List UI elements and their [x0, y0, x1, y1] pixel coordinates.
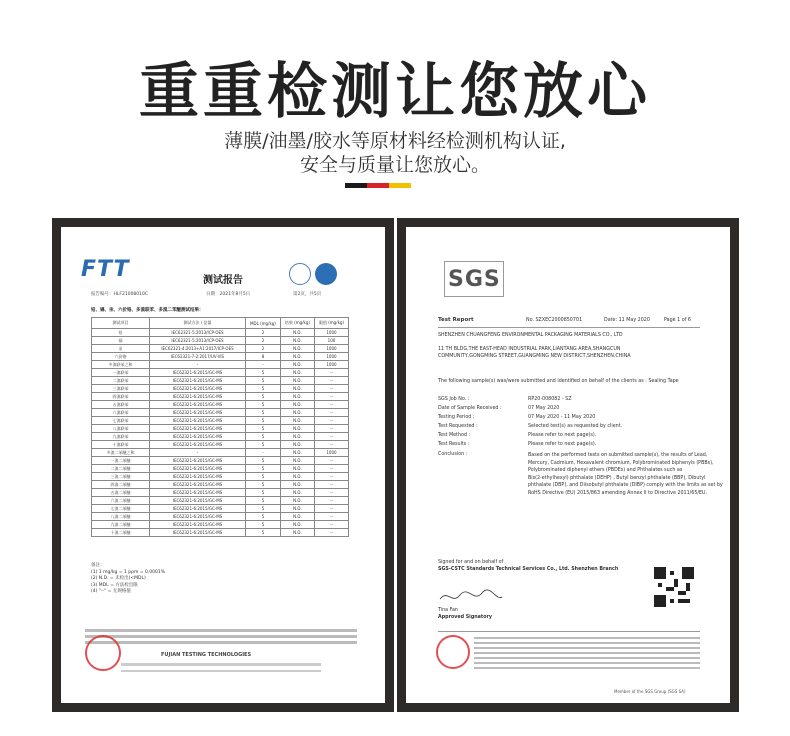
table-cell: N.D. — [280, 417, 314, 425]
table-cell: IEC62321-6:2015/GC-MS — [150, 505, 246, 513]
table-cell: N.D. — [280, 345, 314, 353]
ftt-table-body — [92, 329, 349, 537]
table-cell: N.D. — [280, 457, 314, 465]
table-cell: IEC62321-4:2013+A1:2017/ICP-OES — [150, 345, 246, 353]
table-cell: N.D. — [280, 409, 314, 417]
table-cell: 5 — [246, 393, 281, 401]
table-cell: N.D. — [280, 433, 314, 441]
certificate-frame-ftt — [52, 218, 394, 712]
sgs-conclusion-label: Conclusion : — [438, 452, 468, 457]
table-cell: 铅 — [92, 329, 150, 337]
qr-code-icon — [654, 567, 694, 607]
sgs-intro: The following sample(s) was/were submitted and identified on behalf of the clients as : Sealing Tape — [438, 379, 679, 384]
table-cell: N.D. — [280, 521, 314, 529]
sgs-report-no: No. SZXEC2000850701 — [526, 318, 583, 323]
table-cell: 1000 — [314, 353, 348, 361]
table-cell: N.D. — [280, 401, 314, 409]
table-cell: 1000 — [314, 449, 348, 457]
table-cell: -- — [314, 513, 348, 521]
table-cell: 5 — [246, 481, 281, 489]
table-row — [92, 353, 349, 361]
table-row — [92, 401, 349, 409]
flag-stripe-red — [367, 183, 389, 188]
sgs-signatory-title: Approved Signatory — [438, 615, 492, 620]
table-cell: 5 — [246, 441, 281, 449]
table-row — [92, 385, 349, 393]
table-row — [92, 497, 349, 505]
field-value: 07 May 2020 - 11 May 2020 — [528, 415, 596, 420]
table-cell: -- — [314, 401, 348, 409]
table-cell: IEC62321-6:2015/GC-MS — [150, 521, 246, 529]
certificate-frame-sgs — [397, 218, 739, 712]
table-cell: 5 — [246, 401, 281, 409]
table-header: 测试项目 — [92, 318, 150, 329]
table-cell: N.D. — [280, 353, 314, 361]
table-cell: 8 — [246, 353, 281, 361]
table-cell: N.D. — [280, 369, 314, 377]
table-cell: -- — [314, 465, 348, 473]
table-row — [92, 465, 349, 473]
table-cell: 四溴二苯醚 — [92, 481, 150, 489]
table-row — [92, 377, 349, 385]
table-cell: IEC62321-6:2015/GC-MS — [150, 529, 246, 537]
table-cell: N.D. — [280, 513, 314, 521]
table-cell: 多溴联苯之和 — [92, 361, 150, 369]
table-cell: 镉 — [92, 337, 150, 345]
table-cell: -- — [314, 473, 348, 481]
field-value: RP20-008082 - SZ — [528, 397, 572, 402]
table-cell: 5 — [246, 409, 281, 417]
table-cell: 5 — [246, 377, 281, 385]
ftt-logo: FTT — [81, 257, 130, 282]
table-cell: 三溴联苯 — [92, 385, 150, 393]
table-cell: 5 — [246, 473, 281, 481]
table-row — [92, 409, 349, 417]
table-row — [92, 417, 349, 425]
table-cell: IEC62321-6:2015/GC-MS — [150, 401, 246, 409]
table-cell: 1000 — [314, 329, 348, 337]
note-line: (1) 1 mg/kg = 1 ppm = 0.0001% — [91, 569, 165, 575]
table-cell: 十溴联苯 — [92, 441, 150, 449]
note-line: (2) N.D. = 未检出(<MDL) — [91, 576, 146, 581]
table-cell: N.D. — [280, 393, 314, 401]
table-row — [92, 457, 349, 465]
table-cell: - — [246, 449, 281, 457]
sgs-heading: Test Report — [438, 317, 474, 323]
table-cell: IEC62321-6:2015/GC-MS — [150, 425, 246, 433]
divider — [438, 327, 700, 328]
table-cell: -- — [314, 417, 348, 425]
table-cell: 1000 — [314, 345, 348, 353]
table-cell: 五溴联苯 — [92, 401, 150, 409]
sgs-signatory-name: Tina Fan — [438, 608, 458, 613]
ftt-report-title: 测试报告 — [203, 275, 243, 286]
conclusion-line: Mercury, Cadmium, Hexavalent chromium, Polybrominated biphenyls (PBBs), — [528, 460, 714, 466]
notes-title: 备注： — [91, 563, 105, 568]
table-header: 结果 (mg/kg) — [280, 318, 314, 329]
field-label: Testing Period : — [438, 415, 475, 420]
sgs-signed-company: SGS-CSTC Standards Technical Services Co., Ltd. Shenzhen Branch — [438, 567, 619, 572]
sgs-member: Member of the SGS Group (SGS SA) — [614, 689, 686, 694]
sgs-report-paper — [406, 227, 730, 703]
ftt-report-no: 报告编号：HLF21008010C — [91, 292, 149, 297]
ftt-footer-company: FUJIAN TESTING TECHNOLOGIES — [161, 652, 252, 658]
table-cell: IEC62321-6:2015/GC-MS — [150, 513, 246, 521]
table-cell: IEC62321-6:2015/GC-MS — [150, 417, 246, 425]
table-cell: IEC62321-6:2015/GC-MS — [150, 369, 246, 377]
ftt-report-page: 第2页，共5页 — [293, 292, 322, 297]
table-cell: IEC62321-6:2015/GC-MS — [150, 377, 246, 385]
table-cell: 5 — [246, 417, 281, 425]
table-cell: 5 — [246, 433, 281, 441]
table-row — [92, 505, 349, 513]
cnas-logo-icon — [315, 263, 337, 285]
table-cell: 多溴二苯醚之和 — [92, 449, 150, 457]
conclusion-line: Based on the performed tests on submitted sample(s), the results of Lead, — [528, 453, 708, 458]
table-row — [92, 521, 349, 529]
ftt-disclaimer-lines — [85, 629, 357, 647]
table-cell: IEC62321-6:2015/GC-MS — [150, 457, 246, 465]
table-cell: 5 — [246, 369, 281, 377]
conclusion-line: Bis(2-ethylhexyl) phthalate (DEHP) , Butyl benzyl phthalate (BBP), Dibutyl — [528, 475, 706, 481]
table-cell: 二溴联苯 — [92, 377, 150, 385]
table-cell: 六溴联苯 — [92, 409, 150, 417]
sgs-applicant: SHENZHEN CHUANGFENG ENVIRONMENTAL PACKAGING MATERIALS CO., LTD — [438, 333, 623, 338]
table-cell: N.D. — [280, 377, 314, 385]
table-row — [92, 345, 349, 353]
table-cell: N.D. — [280, 481, 314, 489]
field-label: SGS Job No. : — [438, 397, 470, 402]
divider — [438, 631, 700, 632]
table-cell: 5 — [246, 457, 281, 465]
ftt-results-table — [91, 317, 349, 537]
table-cell: N.D. — [280, 425, 314, 433]
table-cell: N.D. — [280, 505, 314, 513]
table-cell: 六溴二苯醚 — [92, 497, 150, 505]
table-cell: N.D. — [280, 465, 314, 473]
field-label: Test Requested : — [438, 424, 478, 429]
table-cell: 5 — [246, 521, 281, 529]
table-row — [92, 361, 349, 369]
table-cell: IEC62321-7-2:2017/UV-VIS — [150, 353, 246, 361]
table-cell: IEC62321-5:2013/ICP-OES — [150, 329, 246, 337]
table-cell: -- — [314, 457, 348, 465]
field-value: Please refer to next page(s). — [528, 433, 597, 438]
table-cell: IEC62321-6:2015/GC-MS — [150, 385, 246, 393]
table-header: 限值 (mg/kg) — [314, 318, 348, 329]
table-cell: -- — [314, 505, 348, 513]
table-cell: N.D. — [280, 441, 314, 449]
table-cell: 四溴联苯 — [92, 393, 150, 401]
table-cell: -- — [314, 497, 348, 505]
signature-icon — [436, 587, 506, 607]
table-cell: 五溴二苯醚 — [92, 489, 150, 497]
table-row — [92, 369, 349, 377]
table-cell: 汞 — [92, 345, 150, 353]
table-cell: 二溴二苯醚 — [92, 465, 150, 473]
table-cell: -- — [314, 521, 348, 529]
table-cell: 七溴二苯醚 — [92, 505, 150, 513]
table-cell: 一溴联苯 — [92, 369, 150, 377]
table-row — [92, 329, 349, 337]
table-cell: 5 — [246, 505, 281, 513]
table-cell: - — [150, 449, 246, 457]
field-value: Selected test(s) as requested by client. — [528, 424, 623, 429]
table-cell: 5 — [246, 385, 281, 393]
flag-stripe-gold — [389, 183, 411, 188]
table-cell: -- — [314, 377, 348, 385]
table-cell: 5 — [246, 513, 281, 521]
flag-divider — [345, 183, 411, 188]
field-value: Please refer to next page(s). — [528, 442, 597, 447]
table-cell: 5 — [246, 529, 281, 537]
table-cell: 100 — [314, 337, 348, 345]
table-cell: IEC62321-6:2015/GC-MS — [150, 473, 246, 481]
table-cell: IEC62321-5:2013/ICP-OES — [150, 337, 246, 345]
table-cell: N.D. — [280, 449, 314, 457]
table-row — [92, 425, 349, 433]
table-cell: IEC62321-6:2015/GC-MS — [150, 481, 246, 489]
field-value: 07 May 2020 — [528, 406, 560, 411]
table-cell: 5 — [246, 425, 281, 433]
table-row — [92, 513, 349, 521]
table-cell: IEC62321-6:2015/GC-MS — [150, 465, 246, 473]
note-line: (4) "--" = 无规格值 — [91, 589, 131, 594]
sgs-red-stamp — [436, 635, 470, 669]
conclusion-line: RoHS Directive (EU) 2015/863 amending Annex II to Directive 2011/65/EU. — [528, 490, 708, 496]
table-row — [92, 449, 349, 457]
table-cell: N.D. — [280, 473, 314, 481]
table-cell: 一溴二苯醚 — [92, 457, 150, 465]
table-cell: -- — [314, 481, 348, 489]
table-cell: 5 — [246, 465, 281, 473]
table-cell: N.D. — [280, 385, 314, 393]
table-cell: -- — [314, 441, 348, 449]
table-cell: 2 — [246, 329, 281, 337]
table-row — [92, 441, 349, 449]
sgs-report-page: Page 1 of 6 — [664, 318, 691, 323]
table-cell: - — [150, 361, 246, 369]
table-cell: IEC62321-6:2015/GC-MS — [150, 393, 246, 401]
table-cell: -- — [314, 529, 348, 537]
table-cell: 七溴联苯 — [92, 417, 150, 425]
accreditation-seal-icon — [289, 263, 311, 285]
table-cell: N.D. — [280, 489, 314, 497]
table-cell: -- — [314, 409, 348, 417]
subtitle-line1: 薄膜/油墨/胶水等原材料经检测机构认证, — [224, 130, 566, 152]
table-cell: -- — [314, 425, 348, 433]
sgs-conclusion — [528, 452, 723, 497]
table-cell: -- — [314, 433, 348, 441]
ftt-address-lines — [121, 663, 321, 672]
sgs-address1: 11 TH BLDG,THE EAST-HEAD INDUSTRIAL PARK,LIANTANG AREA,SHANGCUN — [438, 347, 621, 352]
table-cell: IEC62321-6:2015/GC-MS — [150, 497, 246, 505]
sgs-signed-for: Signed for and on behalf of — [438, 560, 504, 565]
ftt-report-date: 日期：2021年8月5日 — [206, 292, 251, 297]
table-cell: N.D. — [280, 337, 314, 345]
table-cell: N.D. — [280, 361, 314, 369]
ftt-notes — [91, 563, 165, 596]
table-cell: -- — [314, 385, 348, 393]
sgs-address2: COMMUNITY,GONGMING STREET,GUANGMING NEW DISTRICT,SHENZHEN,CHINA — [438, 354, 631, 359]
ftt-test-scope: 铅、镉、汞、六价铬、多溴联苯、多溴二苯醚测试结果： — [91, 308, 204, 313]
ftt-report-paper — [61, 227, 385, 703]
field-label: Test Method : — [438, 433, 471, 438]
flag-stripe-black — [345, 183, 367, 188]
table-cell: -- — [314, 489, 348, 497]
table-cell: IEC62321-6:2015/GC-MS — [150, 489, 246, 497]
table-cell: N.D. — [280, 329, 314, 337]
table-cell: 十溴二苯醚 — [92, 529, 150, 537]
table-cell: IEC62321-6:2015/GC-MS — [150, 441, 246, 449]
table-row — [92, 393, 349, 401]
table-row — [92, 473, 349, 481]
field-label: Date of Sample Received : — [438, 406, 502, 411]
table-cell: 六价铬 — [92, 353, 150, 361]
table-cell: N.D. — [280, 529, 314, 537]
sgs-logo: SGS — [448, 267, 501, 292]
table-cell: 5 — [246, 497, 281, 505]
table-row — [92, 529, 349, 537]
conclusion-line: phthalate (DBP), and Diisobutyl phthalate (DIBP) comply with the limits as set by — [528, 483, 723, 488]
conclusion-line: Polybrominated diphenyl ethers (PBDEs) and Phthalates such as — [528, 468, 683, 473]
table-row — [92, 337, 349, 345]
page-title: 重重检测让您放心 — [139, 57, 651, 127]
table-row — [92, 489, 349, 497]
table-cell: 三溴二苯醚 — [92, 473, 150, 481]
table-cell: 八溴联苯 — [92, 425, 150, 433]
table-cell: -- — [314, 369, 348, 377]
table-row — [92, 481, 349, 489]
ftt-red-stamp — [85, 635, 121, 671]
table-cell: IEC62321-6:2015/GC-MS — [150, 409, 246, 417]
table-cell: IEC62321-6:2015/GC-MS — [150, 433, 246, 441]
table-cell: N.D. — [280, 497, 314, 505]
table-cell: 九溴二苯醚 — [92, 521, 150, 529]
table-row — [92, 433, 349, 441]
field-label: Test Results : — [438, 442, 470, 447]
table-cell: 2 — [246, 337, 281, 345]
sgs-terms-lines — [474, 637, 700, 669]
table-cell: 5 — [246, 489, 281, 497]
sgs-report-date: Date: 11 May 2020 — [604, 318, 650, 323]
table-cell: 2 — [246, 345, 281, 353]
table-header: 测试方法 / 仪器 — [150, 318, 246, 329]
note-line: (3) MDL = 方法检出限 — [91, 582, 138, 588]
table-cell: -- — [314, 393, 348, 401]
table-cell: - — [246, 361, 281, 369]
table-cell: 1000 — [314, 361, 348, 369]
table-cell: 九溴联苯 — [92, 433, 150, 441]
subtitle-line2: 安全与质量让您放心。 — [299, 154, 490, 176]
table-cell: 八溴二苯醚 — [92, 513, 150, 521]
table-header: MDL (mg/kg) — [246, 318, 281, 329]
